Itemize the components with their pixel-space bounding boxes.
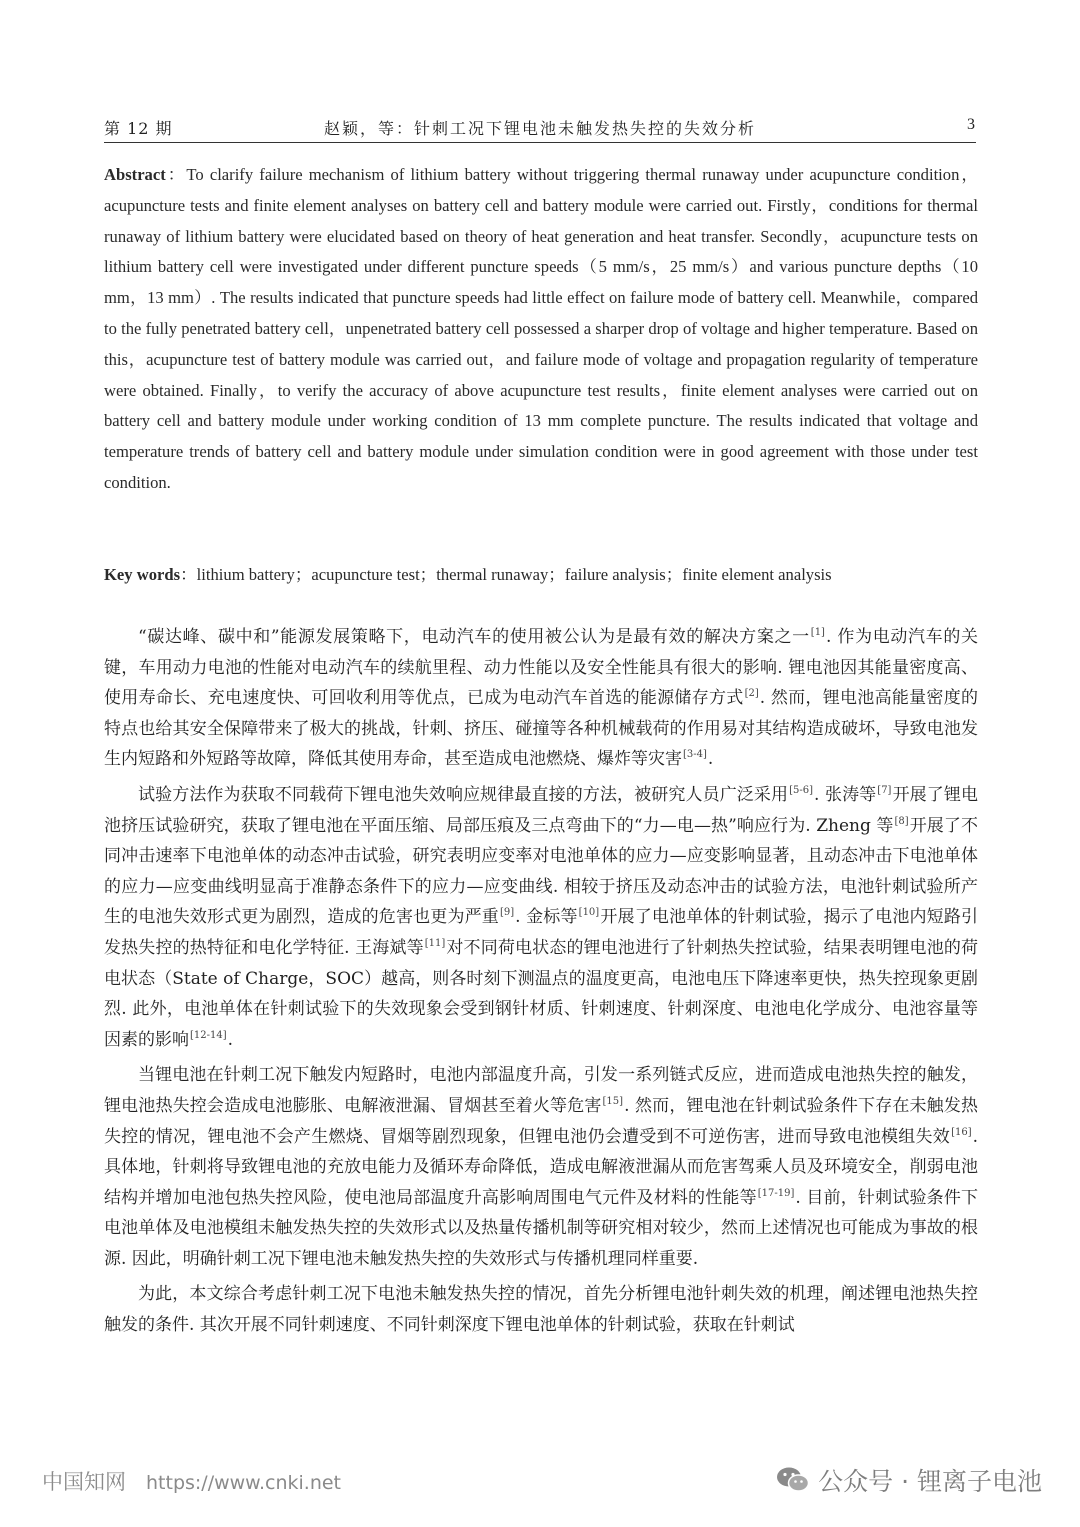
citation: [12-14] <box>190 1029 227 1041</box>
citation: [17-19] <box>757 1187 795 1199</box>
watermark-account <box>776 1462 1042 1498</box>
text-run: 试验方法作为获取不同载荷下锂电池失效响应规律最直接的方法，被研究人员广泛采用 <box>138 784 789 805</box>
text-run: 为此，本文综合考虑针刺工况下电池未触发热失控的情况，首先分析锂电池针刺失效的机理，阐述锂电池热失控触发的条件. 其次开展不同针刺速度、不同针刺深度下锂电池单体的针刺试验，获取在针刺试 <box>104 1284 978 1336</box>
paragraph-2 <box>104 780 978 1055</box>
keywords <box>104 560 978 590</box>
cnki-url: https://www.cnki.net <box>146 1472 342 1494</box>
citation: [10] <box>578 907 600 919</box>
keywords-text: ：lithium battery；acupuncture test；thermal runaway；failure analysis；finite element analysis <box>180 565 832 584</box>
running-title: 赵颖，等：针刺工况下锂电池未触发热失控的失效分析 <box>323 119 756 138</box>
text-run: 开展了锂电池挤压试验研究，获取了锂电池在平面压缩、局部压痕及三点弯曲下的“力—电—热”响应行为. Zheng 等 <box>104 784 979 836</box>
text-run: 当锂电池在针刺工况下触发内短路时，电池内部温度升高，引发一系列链式反应，进而造成电池热失控的触发，锂电池热失控会造成电池膨胀、电解液泄漏、冒烟甚至着火等危害 <box>104 1065 978 1116</box>
keywords-label: Key words <box>104 565 181 584</box>
text-run: . 然而，锂电池在针刺试验条件下存在未触发热失控的情况，锂电池不会产生燃烧、冒烟等剧烈现象，但锂电池仍会遭受到不可逆伤害，进而导致电池模组失效 <box>104 1095 978 1147</box>
wechat-icon <box>776 1466 810 1494</box>
text-run: . <box>227 1029 234 1050</box>
paragraph-4 <box>104 1279 978 1340</box>
citation: [2] <box>744 688 759 700</box>
issue-number: 第 12 期 <box>104 119 173 138</box>
text-run: . 张涛等 <box>814 784 877 805</box>
text-run: . 具体地，针刺将导致锂电池的充放电能力及循环寿命降低，造成电解液泄漏从而危害驾乘人员及环境安全，削弱电池结构并增加电池包热失控风险，使电池局部温度升高影响周围电气元件及材料的性能等 <box>104 1126 978 1208</box>
text-run: . 金标等 <box>515 907 578 928</box>
citation: [9] <box>499 907 515 919</box>
citation: [1] <box>810 627 825 638</box>
account-name: 公众号 · 锂离子电池 <box>818 1467 1042 1496</box>
text-run: . <box>707 749 714 770</box>
text-run: “碳达峰、碳中和”能源发展策略下，电动汽车的使用被公认为是最有效的解决方案之一 <box>138 627 810 647</box>
citation: [11] <box>424 937 446 949</box>
citation: [5-6] <box>789 784 814 796</box>
body-text <box>104 622 978 1346</box>
citation: [8] <box>894 815 909 827</box>
citation: [16] <box>951 1126 972 1138</box>
citation: [7] <box>877 784 892 796</box>
page-number: 3 <box>967 116 976 133</box>
abstract-text: ：To clarify failure mechanism of lithium battery without triggering thermal runaway under acupuncture condition，acupuncture tests and finite element analyses on battery cell and battery module were carried out. Firstly，conditions for thermal runaway of lithium battery were elucidated based on theory of heat generation and heat transfer. Secondly，acupuncture tests on lithium battery cell were investigated under different puncture speeds（5 mm/s，25 mm/s）and various puncture depths（10 mm，13 mm）. The results indicated that puncture speeds had little effect on failure mode of battery cell. Meanwhile，compared to the fully penetrated battery cell，unpenetrated battery cell possessed a sharper drop of voltage and higher temperature. Based on this，acupuncture test of battery module was carried out，and failure mode of voltage and propagation regularity of temperature were obtained. Finally，to verify the accuracy of above acupuncture test results，finite element analyses were carried out on battery cell and battery module under working condition of 13 mm complete puncture. The results indicated that voltage and temperature trends of battery cell and battery module under simulation condition were in good agreement with those under test condition. <box>104 165 978 492</box>
citation: [3-4] <box>683 749 707 761</box>
citation: [15] <box>602 1095 624 1107</box>
text-run: . 目前，针刺试验条件下电池单体及电池模组未触发热失控的失效形式以及热量传播机制等研究相对较少，然而上述情况也可能成为事故的根源. 因此，明确针刺工况下锂电池未触发热失控的失效形式与传播机理同样重要. <box>104 1187 978 1269</box>
text-run: . 然而，锂电池高能量密度的特点也给其安全保障带来了极大的挑战，针刺、挤压、碰撞等各种机械载荷的作用易对其结构造成破坏，导致电池发生内短路和外短路等故障，降低其使用寿命，甚至造成电池燃烧、爆炸等灾害 <box>104 688 979 770</box>
cnki-logo-text: 中国知网 <box>42 1470 126 1494</box>
abstract <box>104 160 978 499</box>
text-run: 对不同荷电状态的锂电池进行了针刺热失控试验，结果表明锂电池的荷电状态（State of Charge，SOC）越高，则各时刻下测温点的温度更高，电池电压下降速率更快，热失控现象更剧烈. 此外，电池单体在针刺试验下的失效现象会受到钢针材质、针刺速度、针刺深度、电池电化学成分、电池容量等因素的影响 <box>104 937 978 1050</box>
paragraph-1 <box>104 622 978 775</box>
running-head <box>104 112 976 143</box>
abstract-label: Abstract <box>104 165 166 184</box>
text-run: . 作为电动汽车的关键，车用动力电池的性能对电动汽车的续航里程、动力性能以及安全性能具有很大的影响. 锂电池因其能量密度高、使用寿命长、充电速度快、可回收利用等优点，已成为电动汽车首选的能源储存方式 <box>104 627 978 709</box>
text-run: 开展了电池单体的针刺试验，揭示了电池内短路引发热失控的热特征和电化学特征. 王海斌等 <box>104 907 979 958</box>
watermark-source <box>42 1466 341 1496</box>
paragraph-3 <box>104 1060 978 1274</box>
text-run: 开展了不同冲击速率下电池单体的动态冲击试验，研究表明应变率对电池单体的应力—应变影响显著，且动态冲击下电池单体的应力—应变曲线明显高于准静态条件下的应力—应变曲线. 相较于挤压及动态冲击的试验方法，电池针刺试验所产生的电池失效形式更为剧烈，造成的危害也更为严重 <box>104 815 978 928</box>
